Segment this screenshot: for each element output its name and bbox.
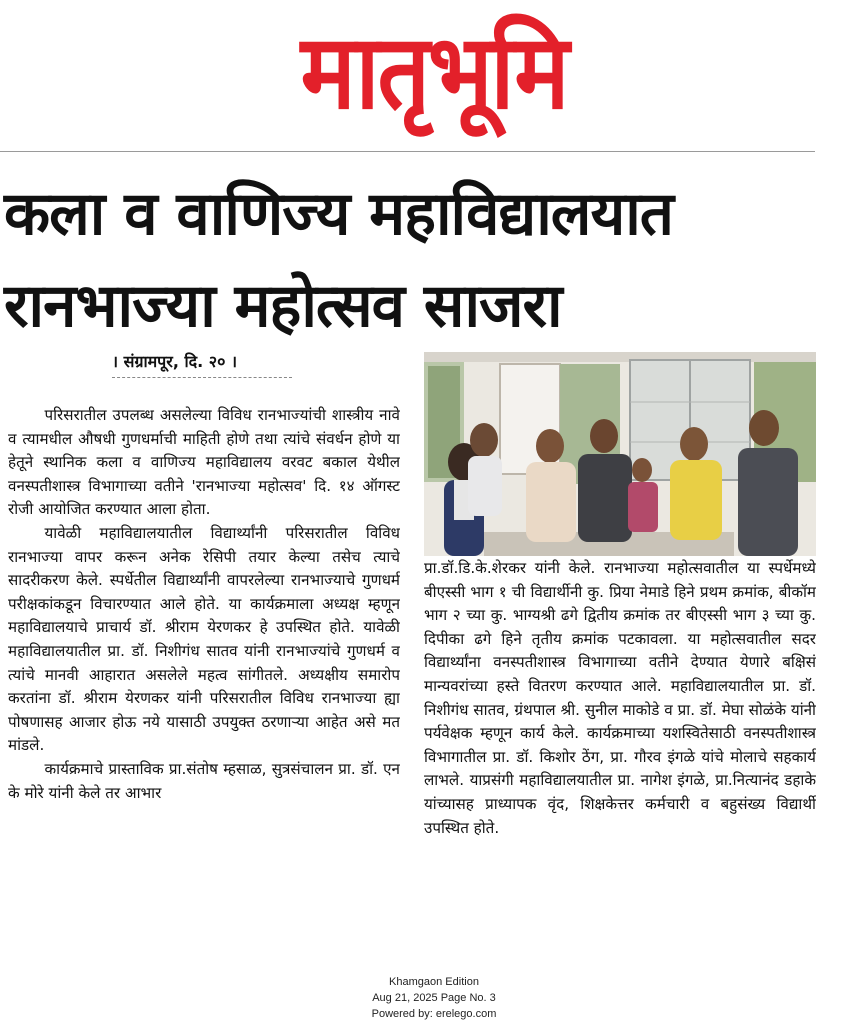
paragraph: प्रा.डॉ.डि.के.शेरकर यांनी केले. रानभाज्या महोत्सवातील या स्पर्धेमध्ये बीएस्सी भाग १ ची विद्यार्थीनी कु. प्रिया नेमाडे हिने प्रथम क्रमांक, बीकॉम भाग २ च्या कु. भाग्यश्री ढगे द्वितीय क्रमांक तर बीएस्सी भाग ३ च्या कु. दिपीका ढगे हिने तृतीय क्रमांक पटकावला. या महोत्सवातील सदर विद्यार्थ्यांना वनस्पतीशास्त्र विभागाच्या वतीने देण्यात येणारे बक्षिसं मान्यवरांच्या हस्ते वितरण करण्यात आले. महाविद्यालयातील प्रा. डॉ. निशीगंध सातव, ग्रंथपाल श्री. सुनील माकोडे व प्रा. डॉ. मेघा सोळंके यांनी पर्यवेक्षक म्हणून कार्य केले. कार्यक्रमाच्या यशस्वितेसाठी वनस्पतीशास्त्र विभागातील प्रा. डॉ. किशोर ठेंग, प्रा. गौरव इंगळे यांचे मोलाचे सहकार्य लाभले. याप्रसंगी महाविद्यालयातील प्रा. नागेश इंगळे, प्रा.नित्यानंद डहाके यांच्यासह प्राध्यापक वृंद, शिक्षकेत्तर कर्मचारी व बहुसंख्य विद्यार्थी उपस्थित होते. <box>424 559 816 837</box>
newspaper-logo: मातृभूमि <box>300 12 568 133</box>
paragraph: यावेळी महाविद्यालयातील विद्यार्थ्यांनी परिसरातील विविध रानभाज्या वापर करून अनेक रेसिपी तयार केल्या तसेच त्याचे सादरीकरण केले. स्पर्धेतील विद्यार्थ्यांनी वापरलेल्या रानभाज्याचे गुणधर्म परीक्षकांकडून विचारण्यात आले होते. या कार्यक्रमाला अध्यक्ष म्हणून महाविद्यालयाचे प्राचार्य डॉ. श्रीराम येरणकर हे उपस्थित होते. यावेळी महाविद्यालयातील प्रा. डॉ. निशीगंध सातव यांनी रानभाज्यांचे गुणधर्म व त्यांचे मानवी आहारात असलेले महत्व सांगीतले. अध्यक्षीय समारोप करतांना डॉ. श्रीराम येरणकर यांनी परिसरातील विविध रानभाज्या ह्या पोषणासह आजार होऊ नये यासाठी उपयुक्त ठरणाऱ्या आहेत असे मत मांडले. <box>8 523 400 755</box>
event-photo <box>424 352 816 556</box>
edition-label: Khamgaon Edition <box>389 976 479 988</box>
article-column-left <box>8 404 400 959</box>
dateline: । संग्रामपूर, दि. २० । <box>112 350 292 378</box>
article-column-right <box>424 557 816 967</box>
masthead-divider <box>0 151 815 152</box>
headline-line-2: रानभाज्या महोत्सव साजरा <box>4 271 562 341</box>
article-headline <box>4 168 814 352</box>
powered-by-label: Powered by: erelego.com <box>371 1008 497 1020</box>
masthead <box>0 0 868 150</box>
page-footer <box>300 974 568 1022</box>
paragraph: कार्यक्रमाचे प्रास्ताविक प्रा.संतोष म्हसाळ, सुत्रसंचालन प्रा. डॉ. एन के मोरे यांनी केले तर आभार <box>8 759 400 802</box>
date-page-label: Aug 21, 2025 Page No. 3 <box>372 992 496 1004</box>
headline-line-1: कला व वाणिज्य महाविद्यालयात <box>4 179 674 249</box>
event-photo-illustration <box>424 352 816 556</box>
paragraph: परिसरातील उपलब्ध असलेल्या विविध रानभाज्यांची शास्त्रीय नावे व त्यामधील औषधी गुणधर्माची माहिती होणे तथा त्यांचे संवर्धन होणे या हेतूने स्थानिक कला व वाणिज्य महाविद्यालय वरवट बकाल येथील वनस्पतीशास्त्र विभागाच्या वतीने 'रानभाज्या महोत्सव' दि. १४ ऑगस्ट रोजी आयोजित करण्यात आला होता. <box>8 406 400 519</box>
